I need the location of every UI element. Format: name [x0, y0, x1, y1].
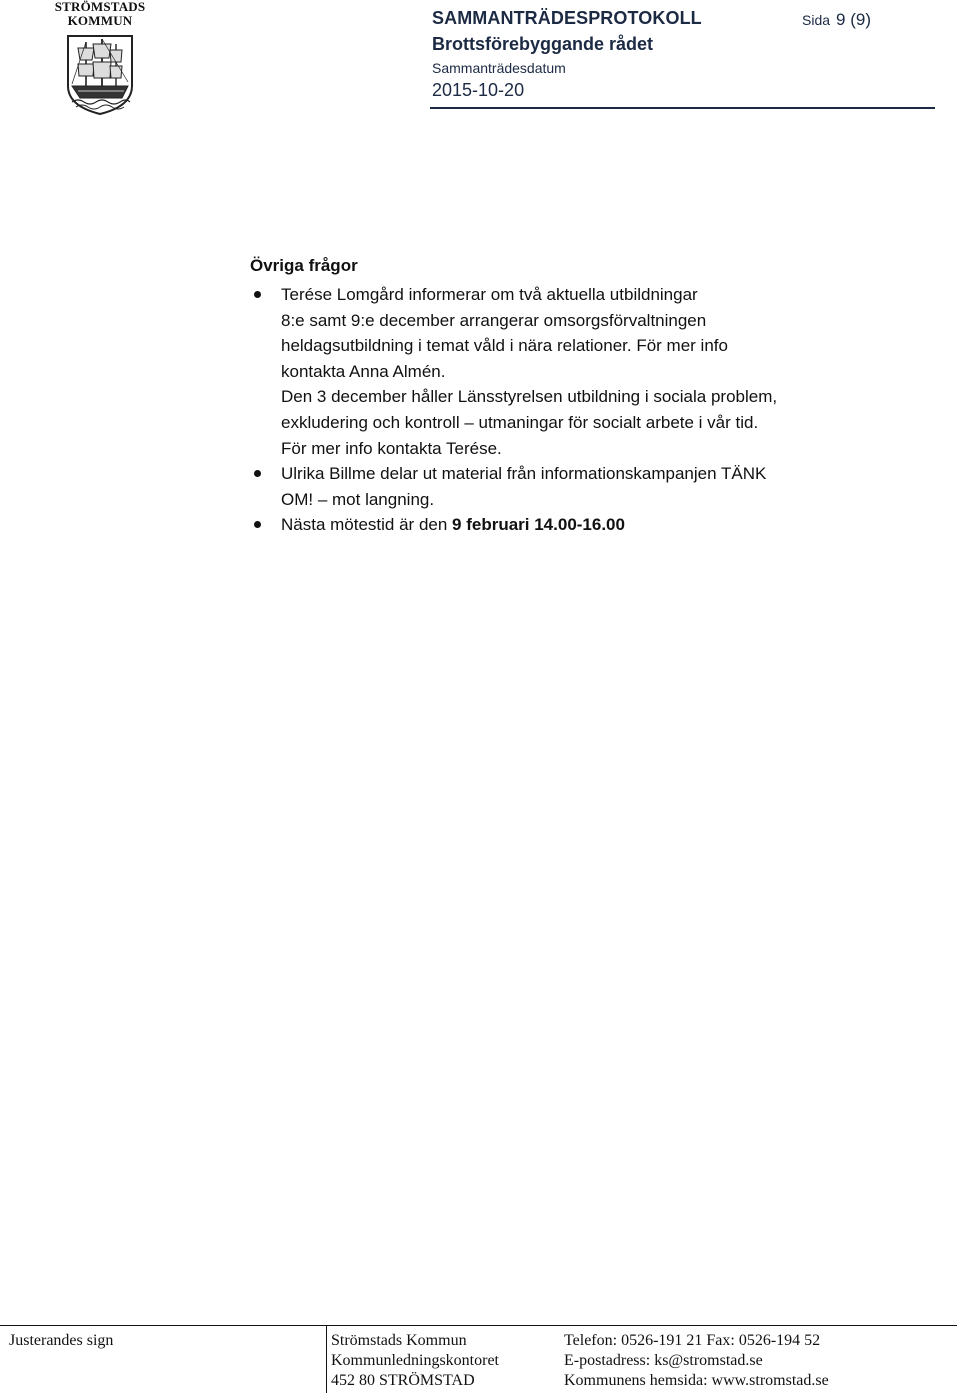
text-line: exkludering och kontroll – utmaningar för socialt arbete i vår tid.: [281, 412, 759, 432]
phone-fax: Telefon: 0526-191 21 Fax: 0526-194 52: [564, 1332, 821, 1349]
next-meeting-line: [281, 512, 890, 538]
text-line: OM! – mot langning.: [281, 489, 435, 509]
header-divider: [430, 107, 935, 109]
postal-address: 452 80 STRÖMSTAD: [331, 1372, 475, 1389]
sign-label: Justerandes sign: [9, 1332, 114, 1349]
logo-line-1: STRÖMSTADS: [54, 0, 146, 14]
office-name: Kommunledningskontoret: [331, 1352, 499, 1369]
website: Kommunens hemsida: www.stromstad.se: [564, 1372, 829, 1389]
document-title: SAMMANTRÄDESPROTOKOLL: [432, 8, 702, 28]
footer-address-column: [331, 1331, 499, 1391]
meeting-date-label: Sammanträdesdatum: [432, 60, 566, 76]
list-item: [250, 512, 890, 538]
footer-column-separator: [326, 1325, 327, 1393]
text-line: Ulrika Billme delar ut material från informationskampanjen TÄNK: [281, 464, 767, 484]
page-number: 9 (9): [836, 10, 871, 29]
text-line: För mer info kontakta Terése.: [281, 438, 502, 458]
org-name: Strömstads Kommun: [331, 1332, 467, 1349]
ship-crest-icon: [64, 34, 136, 116]
meeting-date: 2015-10-20: [432, 80, 525, 100]
logo-text: [50, 0, 150, 28]
list-item: [250, 282, 890, 461]
text-line: heldagsutbildning i temat våld i nära relationer. För mer info: [281, 336, 728, 356]
footer-sign-column: [9, 1331, 113, 1351]
footer-contact-column: [564, 1331, 829, 1391]
page-label: Sida: [802, 12, 831, 28]
footer-divider: [0, 1325, 957, 1326]
next-meeting-time: 9 februari 14.00-16.00: [452, 515, 625, 535]
email-address: E-postadress: ks@stromstad.se: [564, 1352, 763, 1369]
logo-line-2: KOMMUN: [67, 13, 133, 28]
bullet-icon: [254, 521, 261, 528]
text-line: 8:e samt 9:e december arrangerar omsorgsförvaltningen: [281, 310, 707, 330]
section-title: Övriga frågor: [250, 256, 358, 275]
text-line: Terése Lomgård informerar om två aktuella utbildningar: [281, 285, 698, 304]
municipality-logo: [50, 0, 150, 118]
bullet-icon: [254, 470, 261, 477]
list-item: [250, 461, 890, 512]
next-meeting-prefix: Nästa mötestid är den: [281, 515, 453, 535]
text-line: kontakta Anna Almén.: [281, 361, 446, 381]
bullet-icon: [254, 291, 261, 298]
bullet-list: [250, 282, 890, 538]
page-indicator: [802, 10, 871, 30]
text-line: Den 3 december håller Länsstyrelsen utbildning i sociala problem,: [281, 387, 778, 407]
committee-name: Brottsförebyggande rådet: [432, 34, 654, 54]
